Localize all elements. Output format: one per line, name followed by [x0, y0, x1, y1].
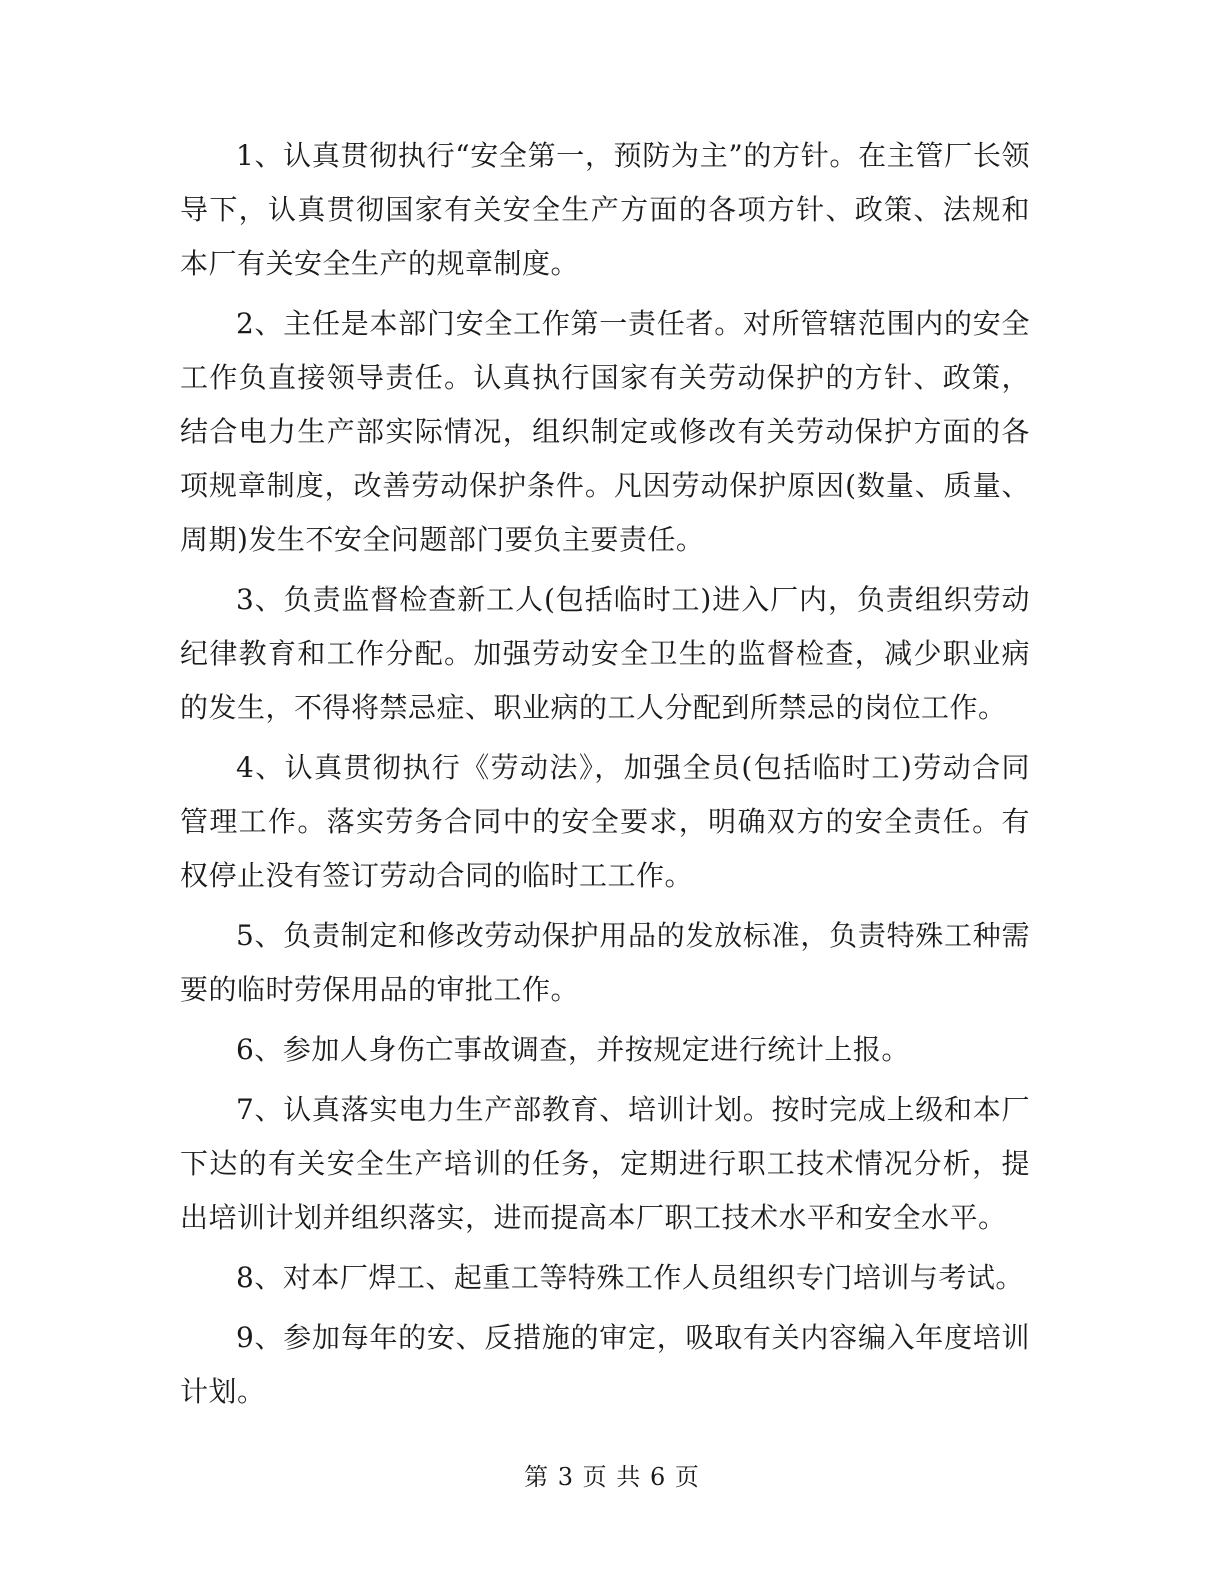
paragraph-7: 7、认真落实电力生产部教育、培训计划。按时完成上级和本厂下达的有关安全生产培训的任务，定期进行职工技术情况分析，提出培训计划并组织落实，进而提高本厂职工技术水平和安全水平。 — [180, 1093, 1030, 1234]
paragraph-2: 2、主任是本部门安全工作第一责任者。对所管辖范围内的安全工作负直接领导责任。认真执行国家有关劳动保护的方针、政策，结合电力生产部实际情况，组织制定或修改有关劳动保护方面的各项规章制度，改善劳动保护条件。凡因劳动保护原因(数量、质量、周期)发生不安全问题部门要负主要责任。 — [180, 307, 1030, 556]
page-footer — [0, 1462, 1224, 1492]
paragraph-8: 8、对本厂焊工、起重工等特殊工作人员组织专门培训与考试。 — [236, 1261, 1024, 1294]
document-body — [180, 129, 1030, 1425]
page-number: 第 3 页 共 6 页 — [524, 1463, 700, 1491]
paragraph-4: 4、认真贯彻执行《劳动法》，加强全员(包括临时工)劳动合同管理工作。落实劳务合同中的安全要求，明确双方的安全责任。有权停止没有签订劳动合同的临时工工作。 — [180, 751, 1030, 892]
paragraph-5: 5、负责制定和修改劳动保护用品的发放标准，负责特殊工种需要的临时劳保用品的审批工作。 — [180, 919, 1030, 1006]
paragraph-3: 3、负责监督检查新工人(包括临时工)进入厂内，负责组织劳动纪律教育和工作分配。加强劳动安全卫生的监督检查，减少职业病的发生，不得将禁忌症、职业病的工人分配到所禁忌的岗位工作。 — [180, 583, 1030, 724]
paragraph-9: 9、参加每年的安、反措施的审定，吸取有关内容编入年度培训计划。 — [180, 1321, 1030, 1408]
paragraph-1: 1、认真贯彻执行“安全第一，预防为主”的方针。在主管厂长领导下，认真贯彻国家有关安全生产方面的各项方针、政策、法规和本厂有关安全生产的规章制度。 — [180, 139, 1030, 280]
paragraph-6: 6、参加人身伤亡事故调查，并按规定进行统计上报。 — [236, 1033, 910, 1066]
